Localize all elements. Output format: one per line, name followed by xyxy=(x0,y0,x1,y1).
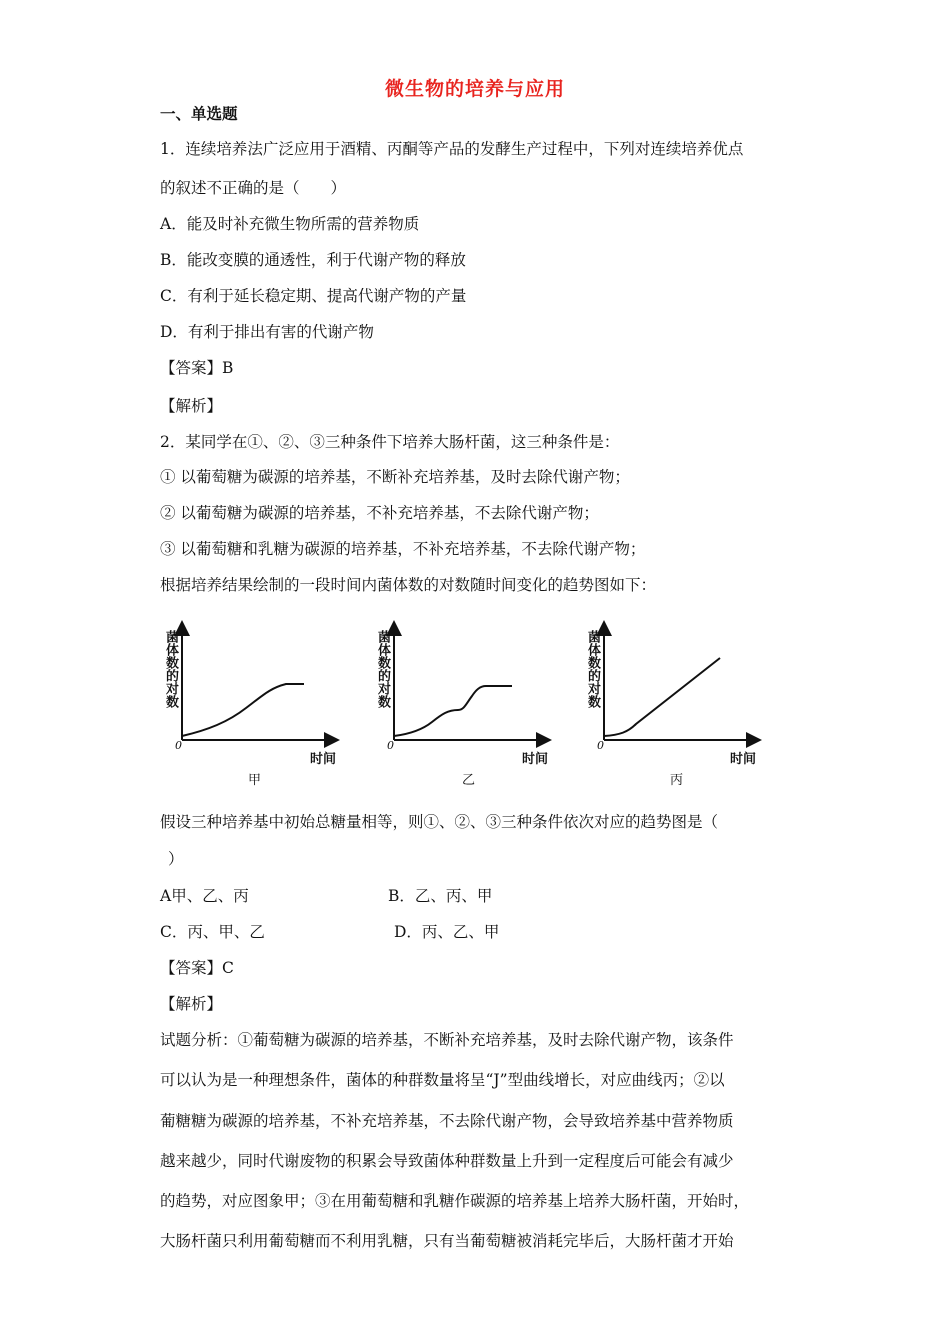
graph-jia-ylabel: 菌体数的对数 xyxy=(163,630,178,708)
graph-bing-ylabel: 菌体数的对数 xyxy=(585,630,600,708)
section-heading: 一、单选题 xyxy=(160,104,238,123)
graph-bing xyxy=(580,618,780,788)
graph-bing-origin: 0 xyxy=(597,739,604,752)
analysis-line-1: 试题分析：①葡萄糖为碳源的培养基，不断补充培养基，及时去除代谢产物，该条件 xyxy=(160,1031,734,1049)
graph-yi-origin: 0 xyxy=(387,739,394,752)
q1-stem-line2: 的叙述不正确的是（ ） xyxy=(160,179,347,197)
graph-jia-xlabel: 时间 xyxy=(310,752,337,767)
analysis-line-4: 越来越少，同时代谢废物的积累会导致菌体种群数量上升到一定程度后可能会有减少 xyxy=(160,1152,734,1170)
graph-yi-ylabel: 菌体数的对数 xyxy=(375,630,390,708)
q2-option-d: D．丙、乙、甲 xyxy=(394,923,500,941)
q1-answer: 【答案】B xyxy=(160,359,234,377)
q2-stem: 2．某同学在①、②、③三种条件下培养大肠杆菌，这三种条件是： xyxy=(160,433,620,451)
analysis-line-5: 的趋势，对应图象甲；③在用葡萄糖和乳糖作碳源的培养基上培养大肠杆菌，开始时， xyxy=(160,1192,750,1210)
graph-jia xyxy=(158,618,358,788)
q2-option-b: B．乙、丙、甲 xyxy=(388,887,493,905)
graph-jia-name: 甲 xyxy=(248,773,262,788)
graph-yi-name: 乙 xyxy=(462,773,476,788)
growth-curve xyxy=(182,684,304,736)
q2-option-a: A甲、乙、丙 xyxy=(160,887,249,905)
q1-option-a: A．能及时补充微生物所需的营养物质 xyxy=(160,215,420,233)
q2-analysis: 【解析】 xyxy=(160,995,223,1013)
analysis-line-3: 葡糖糖为碳源的培养基，不补充培养基，不去除代谢产物，会导致培养基中营养物质 xyxy=(160,1112,734,1130)
graph-yi-xlabel: 时间 xyxy=(522,752,549,767)
analysis-line-6: 大肠杆菌只利用葡萄糖而不利用乳糖，只有当葡萄糖被消耗完毕后，大肠杆菌才开始 xyxy=(160,1232,734,1250)
q2-condition-1: ① 以葡萄糖为碳源的培养基，不断补充培养基，及时去除代谢产物； xyxy=(160,468,630,486)
graph-bing-xlabel: 时间 xyxy=(730,752,757,767)
q2-condition-3: ③ 以葡萄糖和乳糖为碳源的培养基，不补充培养基，不去除代谢产物； xyxy=(160,540,646,558)
q1-stem-line1: 1．连续培养法广泛应用于酒精、丙酮等产品的发酵生产过程中，下列对连续培养优点 xyxy=(160,140,744,158)
graph-bing-name: 丙 xyxy=(670,773,684,788)
q1-option-b: B．能改变膜的通透性，利于代谢产物的释放 xyxy=(160,251,466,269)
analysis-line-2: 可以认为是一种理想条件，菌体的种群数量将呈“J”型曲线增长，对应曲线丙；②以 xyxy=(160,1071,725,1089)
growth-curve xyxy=(604,658,720,736)
q2-option-c: C．丙、甲、乙 xyxy=(160,923,265,941)
graph-yi xyxy=(370,618,570,788)
growth-curve xyxy=(394,686,512,736)
page-title: 微生物的培养与应用 xyxy=(384,78,565,100)
q1-option-d: D．有利于排出有害的代谢产物 xyxy=(160,323,374,341)
q1-analysis: 【解析】 xyxy=(160,397,223,415)
q2-answer: 【答案】C xyxy=(160,959,234,977)
graph-jia-origin: 0 xyxy=(175,739,182,752)
q2-condition-2: ② 以葡萄糖为碳源的培养基，不补充培养基，不去除代谢产物； xyxy=(160,504,599,522)
q1-option-c: C．有利于延长稳定期、提高代谢产物的产量 xyxy=(160,287,467,305)
q2-question-line2: ） xyxy=(168,850,184,868)
q2-question-line1: 假设三种培养基中初始总糖量相等，则①、②、③三种条件依次对应的趋势图是（ xyxy=(160,813,719,831)
q2-figure-intro: 根据培养结果绘制的一段时间内菌体数的对数随时间变化的趋势图如下： xyxy=(160,576,657,594)
